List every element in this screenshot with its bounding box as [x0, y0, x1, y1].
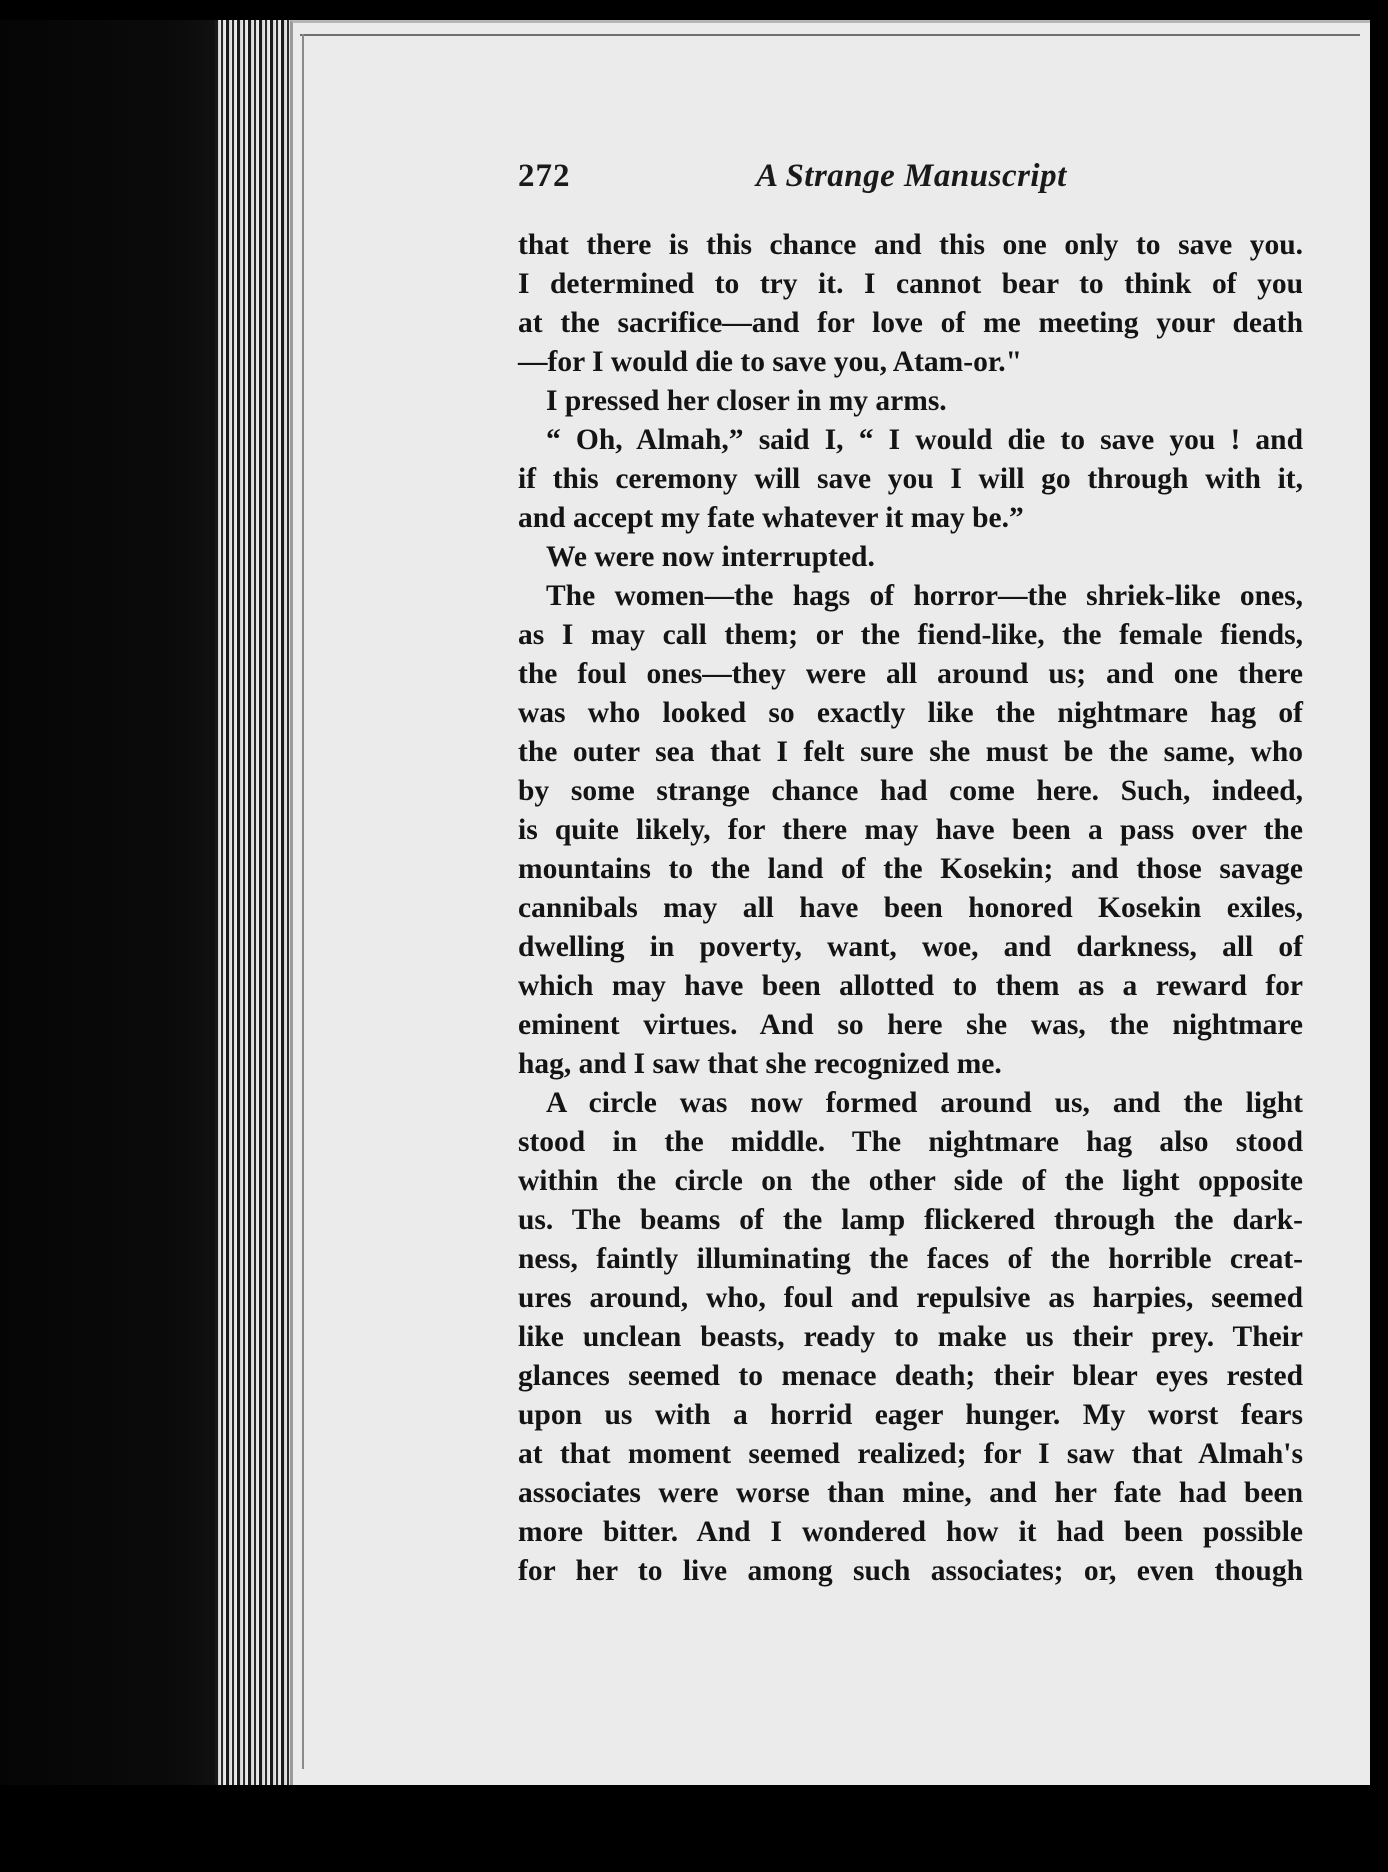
text-line: dwelling in poverty, want, woe, and darkness, all of: [518, 931, 1303, 963]
text-line: —for I would die to save you, Atam-or.": [518, 346, 1022, 378]
text-line: within the circle on the other side of the light opposite: [518, 1165, 1303, 1197]
page-number: 272: [518, 158, 571, 194]
text-line: eminent virtues. And so here she was, the nightmare: [518, 1009, 1303, 1041]
text-line: and accept my fate whatever it may be.”: [518, 502, 1024, 534]
text-line: at the sacrifice—and for love of me meeting your death: [518, 307, 1303, 339]
body-text: [518, 226, 1303, 1591]
text-line: upon us with a horrid eager hunger. My worst fears: [518, 1399, 1303, 1431]
text-line: if this ceremony will save you I will go through with it,: [518, 463, 1303, 495]
scan-background-bottom: [0, 1785, 1388, 1872]
text-line: which may have been allotted to them as a reward for: [518, 970, 1303, 1002]
book-title: A Strange Manuscript: [756, 158, 1067, 194]
text-line: We were now interrupted.: [546, 541, 875, 573]
text-line: like unclean beasts, ready to make us their prey. Their: [518, 1321, 1303, 1353]
scan-background-right: [1370, 0, 1388, 1872]
text-line: as I may call them; or the fiend-like, the female fiends,: [518, 619, 1303, 651]
text-line: cannibals may all have been honored Kosekin exiles,: [518, 892, 1303, 924]
text-line: associates were worse than mine, and her fate had been: [518, 1477, 1303, 1509]
text-line: ness, faintly illuminating the faces of the horrible creat-: [518, 1243, 1303, 1275]
text-line: is quite likely, for there may have been a pass over the: [518, 814, 1303, 846]
text-line: was who looked so exactly like the nightmare hag of: [518, 697, 1303, 729]
page-left-rule: [302, 34, 304, 1769]
text-line: I pressed her closer in my arms.: [546, 385, 947, 417]
running-head: [518, 158, 1298, 198]
text-line: at that moment seemed realized; for I saw that Almah's: [518, 1438, 1303, 1470]
text-line: ures around, who, foul and repulsive as harpies, seemed: [518, 1282, 1303, 1314]
text-line: mountains to the land of the Kosekin; and those savage: [518, 853, 1303, 885]
page-top-rule: [300, 34, 1360, 36]
text-line: that there is this chance and this one only to save you.: [518, 229, 1303, 261]
text-line: The women—the hags of horror—the shriek-like ones,: [546, 580, 1303, 612]
scan-background-top: [0, 0, 1388, 20]
text-line: the outer sea that I felt sure she must be the same, who: [518, 736, 1303, 768]
text-line: “ Oh, Almah,” said I, “ I would die to save you ! and: [546, 424, 1303, 456]
text-line: glances seemed to menace death; their blear eyes rested: [518, 1360, 1303, 1392]
text-line: stood in the middle. The nightmare hag also stood: [518, 1126, 1303, 1158]
text-line: the foul ones—they were all around us; and one there: [518, 658, 1303, 690]
text-line: by some strange chance had come here. Such, indeed,: [518, 775, 1303, 807]
text-line: more bitter. And I wondered how it had been possible: [518, 1516, 1303, 1548]
text-line: us. The beams of the lamp flickered through the dark-: [518, 1204, 1303, 1236]
text-line: hag, and I saw that she recognized me.: [518, 1048, 1002, 1080]
text-line: for her to live among such associates; or, even though: [518, 1555, 1303, 1587]
text-line: I determined to try it. I cannot bear to think of you: [518, 268, 1303, 300]
text-line: A circle was now formed around us, and the light: [546, 1087, 1303, 1119]
